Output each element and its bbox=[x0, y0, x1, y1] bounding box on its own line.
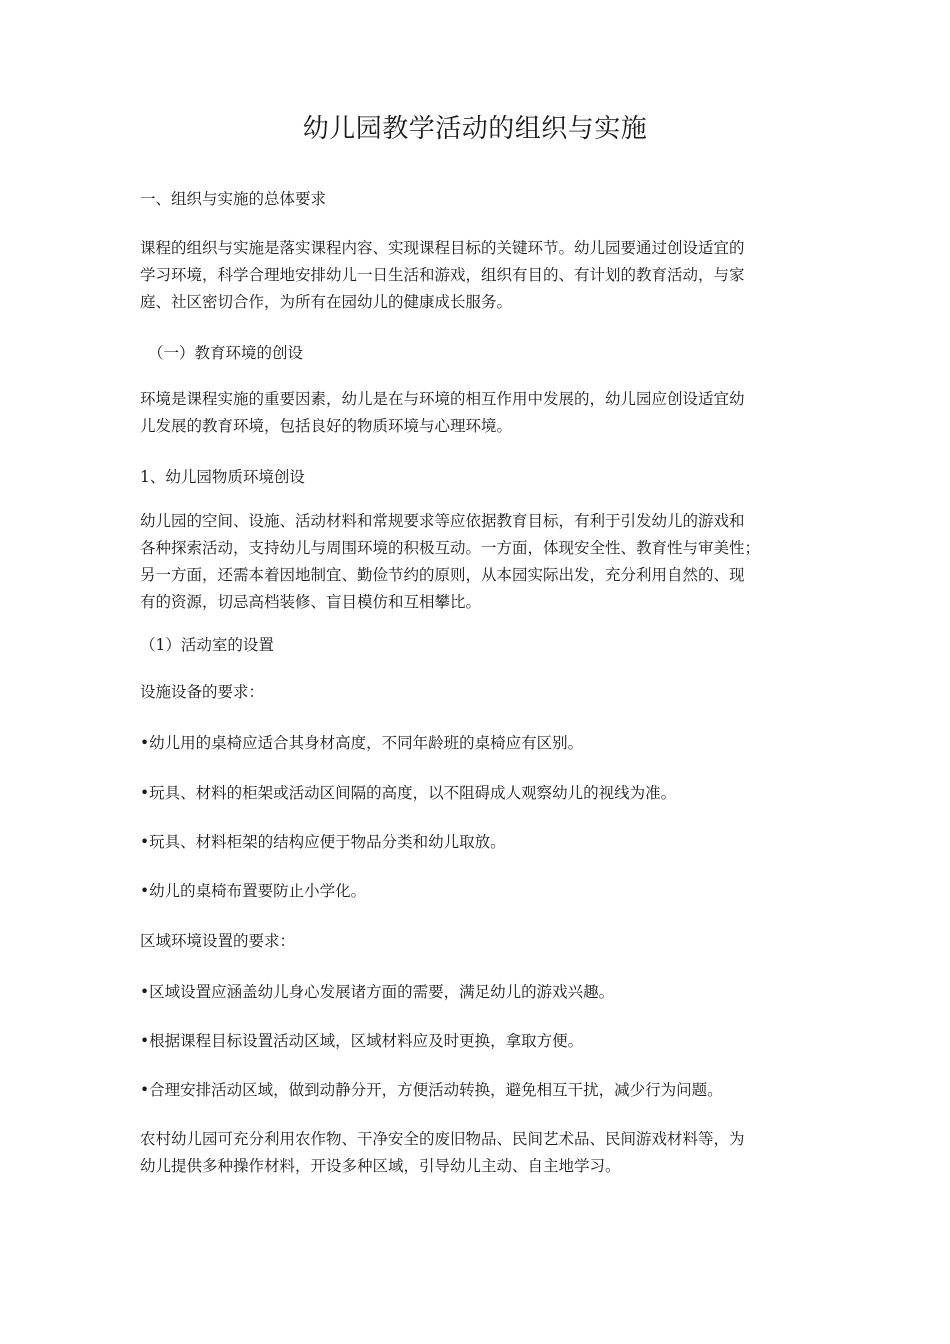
paragraph-line: 庭、社区密切合作，为所有在园幼儿的健康成长服务。 bbox=[140, 293, 513, 311]
paragraph-line: 幼儿园的空间、设施、活动材料和常规要求等应依据教育目标，有利于引发幼儿的游戏和 bbox=[140, 512, 745, 530]
sub-item-heading: （1）活动室的设置 bbox=[140, 636, 274, 654]
paragraph-line: 幼儿提供多种操作材料，开设多种区域，引导幼儿主动、自主地学习。 bbox=[140, 1157, 621, 1175]
paragraph-line: 课程的组织与实施是落实课程内容、实现课程目标的关键环节。幼儿园要通过创设适宜的 bbox=[140, 239, 745, 257]
rural-paragraph bbox=[140, 1126, 810, 1180]
paragraph-line: 另一方面，还需本着因地制宜、勤俭节约的原则，从本园实际出发，充分利用自然的、现 bbox=[140, 566, 745, 584]
bullet-item: •根据课程目标设置活动区域，区域材料应及时更换，拿取方便。 bbox=[140, 1032, 584, 1050]
paragraph-line: 农村幼儿园可充分利用农作物、干净安全的废旧物品、民间艺术品、民间游戏材料等，为 bbox=[140, 1130, 745, 1148]
subsection-heading: （一）教育环境的创设 bbox=[148, 344, 304, 362]
document-title: 幼儿园教学活动的组织与实施 bbox=[302, 114, 648, 144]
paragraph-line: 各种探索活动，支持幼儿与周围环境的积极互动。一方面，体现安全性、教育性与审美性； bbox=[140, 539, 761, 557]
physical-environment-paragraph bbox=[140, 508, 810, 616]
item-heading: 1、幼儿园物质环境创设 bbox=[140, 468, 305, 486]
bullet-item: •幼儿的桌椅布置要防止小学化。 bbox=[140, 882, 367, 900]
environment-paragraph bbox=[140, 386, 810, 440]
paragraph-line: 有的资源，切忌高档装修、盲目模仿和互相攀比。 bbox=[140, 593, 482, 611]
bullet-item: •玩具、材料柜架的结构应便于物品分类和幼儿取放。 bbox=[140, 833, 506, 851]
paragraph-line: 学习环境，科学合理地安排幼儿一日生活和游戏，组织有目的、有计划的教育活动，与家 bbox=[140, 266, 745, 284]
bullet-item: •玩具、材料的柜架或活动区间隔的高度，以不阻碍成人观察幼儿的视线为准。 bbox=[140, 784, 677, 802]
facility-requirements-label: 设施设备的要求： bbox=[140, 683, 265, 701]
paragraph-line: 儿发展的教育环境，包括良好的物质环境与心理环境。 bbox=[140, 417, 513, 435]
paragraph-line: 环境是课程实施的重要因素，幼儿是在与环境的相互作用中发展的，幼儿园应创设适宜幼 bbox=[140, 390, 745, 408]
bullet-item: •合理安排活动区域，做到动静分开，方便活动转换，避免相互干扰，减少行为问题。 bbox=[140, 1081, 723, 1099]
intro-paragraph bbox=[140, 235, 810, 316]
section-heading: 一、组织与实施的总体要求 bbox=[140, 190, 327, 208]
bullet-item: •区域设置应涵盖幼儿身心发展诸方面的需要，满足幼儿的游戏兴趣。 bbox=[140, 983, 615, 1001]
bullet-item: •幼儿用的桌椅应适合其身材高度，不同年龄班的桌椅应有区别。 bbox=[140, 734, 584, 752]
area-requirements-label: 区域环境设置的要求： bbox=[140, 932, 296, 950]
